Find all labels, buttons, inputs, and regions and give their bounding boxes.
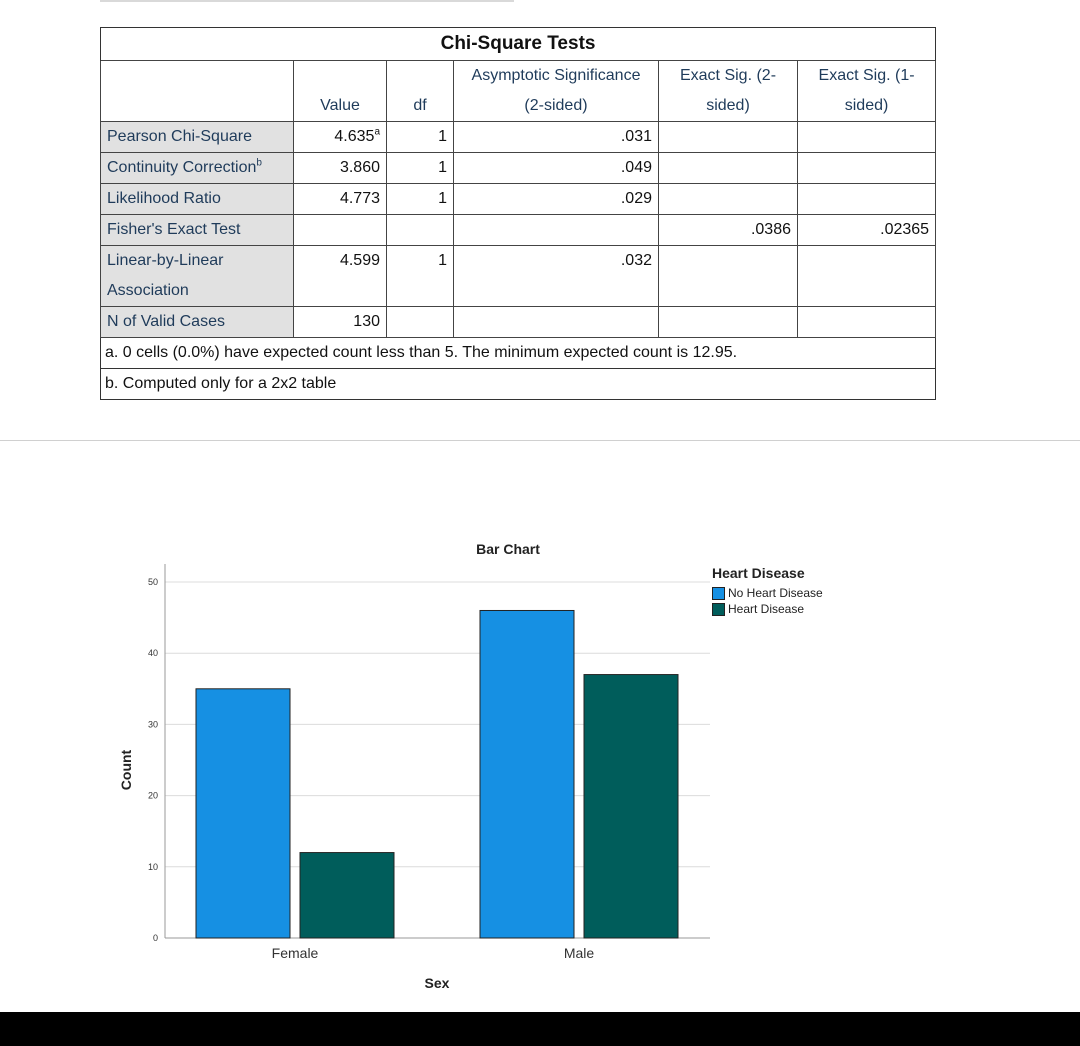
table-row xyxy=(101,215,936,246)
table-row xyxy=(101,307,936,338)
footnote-marker: a xyxy=(374,126,380,138)
footnote-a: a. 0 cells (0.0%) have expected count less than 5. The minimum expected count is 12.95. xyxy=(101,338,936,369)
row-exact2: .0386 xyxy=(659,215,798,246)
header-asymptotic: Asymptotic Significance (2-sided) xyxy=(454,61,659,122)
y-tick-label: 30 xyxy=(147,719,158,730)
table-row xyxy=(101,184,936,215)
row-value: 4.773 xyxy=(294,184,387,215)
header-exact-1: Exact Sig. (1- sided) xyxy=(798,61,936,122)
row-value: 130 xyxy=(294,307,387,338)
row-exact2 xyxy=(659,246,798,307)
legend-swatch xyxy=(712,587,725,600)
x-axis-label: Sex xyxy=(424,975,450,991)
row-df: 1 xyxy=(387,184,454,215)
row-df: 1 xyxy=(387,246,454,307)
chart-title: Bar Chart xyxy=(476,541,540,557)
legend-label: No Heart Disease xyxy=(728,586,823,600)
row-exact1 xyxy=(798,153,936,184)
row-asymp: .029 xyxy=(454,184,659,215)
y-axis-label: Count xyxy=(118,749,134,791)
row-label: N of Valid Cases xyxy=(101,307,294,338)
table-row xyxy=(101,122,936,153)
x-tick-label: Male xyxy=(563,945,595,961)
y-tick-label: 0 xyxy=(152,933,158,943)
y-tick-label: 20 xyxy=(147,790,158,801)
row-df: 1 xyxy=(387,122,454,153)
row-label: Fisher's Exact Test xyxy=(101,215,294,246)
chart-legend xyxy=(712,565,823,617)
table-title: Chi-Square Tests xyxy=(101,28,936,61)
row-label: Continuity Correction$^b$ xyxy=(101,153,294,184)
row-asymp: .049 xyxy=(454,153,659,184)
section-divider xyxy=(0,440,1080,441)
header-exact-2: Exact Sig. (2- sided) xyxy=(659,61,798,122)
row-exact2 xyxy=(659,184,798,215)
y-tick-label: 10 xyxy=(147,861,158,872)
bar-male-no-heart-disease xyxy=(480,610,574,938)
legend-item-heart-disease xyxy=(712,601,823,617)
chi-square-table xyxy=(100,27,936,400)
footnote-marker: b xyxy=(256,157,262,169)
row-df: 1 xyxy=(387,153,454,184)
bar-chart xyxy=(0,520,720,1000)
table-row xyxy=(101,153,936,184)
row-exact2 xyxy=(659,153,798,184)
footnote-b: b. Computed only for a 2x2 table xyxy=(101,369,936,400)
row-label: Likelihood Ratio xyxy=(101,184,294,215)
row-value: 3.860 xyxy=(294,153,387,184)
row-asymp: .032 xyxy=(454,246,659,307)
bottom-bar xyxy=(0,1012,1080,1046)
row-label: Linear-by-Linear Association xyxy=(101,246,294,307)
row-asymp: .031 xyxy=(454,122,659,153)
y-tick-label: 40 xyxy=(147,648,158,659)
bar-male-heart-disease xyxy=(584,675,678,938)
table-row xyxy=(101,246,936,307)
row-exact1 xyxy=(798,184,936,215)
row-exact2 xyxy=(659,307,798,338)
header-value: Value xyxy=(294,61,387,122)
row-exact1 xyxy=(798,122,936,153)
row-exact1: .02365 xyxy=(798,215,936,246)
x-tick-label: Female xyxy=(271,945,319,961)
row-df xyxy=(387,307,454,338)
row-value: 4.635$^a$ xyxy=(294,122,387,153)
row-exact1 xyxy=(798,246,936,307)
header-df: df xyxy=(387,61,454,122)
top-divider xyxy=(100,0,514,2)
row-exact2 xyxy=(659,122,798,153)
bar-female-no-heart-disease xyxy=(196,689,290,938)
header-blank xyxy=(101,61,294,122)
row-value: 4.599 xyxy=(294,246,387,307)
row-exact1 xyxy=(798,307,936,338)
legend-title: Heart Disease xyxy=(712,565,805,581)
row-asymp xyxy=(454,307,659,338)
y-tick-label: 50 xyxy=(147,577,158,587)
legend-label: Heart Disease xyxy=(728,602,805,616)
row-asymp xyxy=(454,215,659,246)
legend-item-no-heart-disease xyxy=(712,585,823,601)
row-value xyxy=(294,215,387,246)
legend-swatch xyxy=(712,603,725,616)
row-label: Pearson Chi-Square xyxy=(101,122,294,153)
bar-female-heart-disease xyxy=(300,853,394,938)
row-df xyxy=(387,215,454,246)
